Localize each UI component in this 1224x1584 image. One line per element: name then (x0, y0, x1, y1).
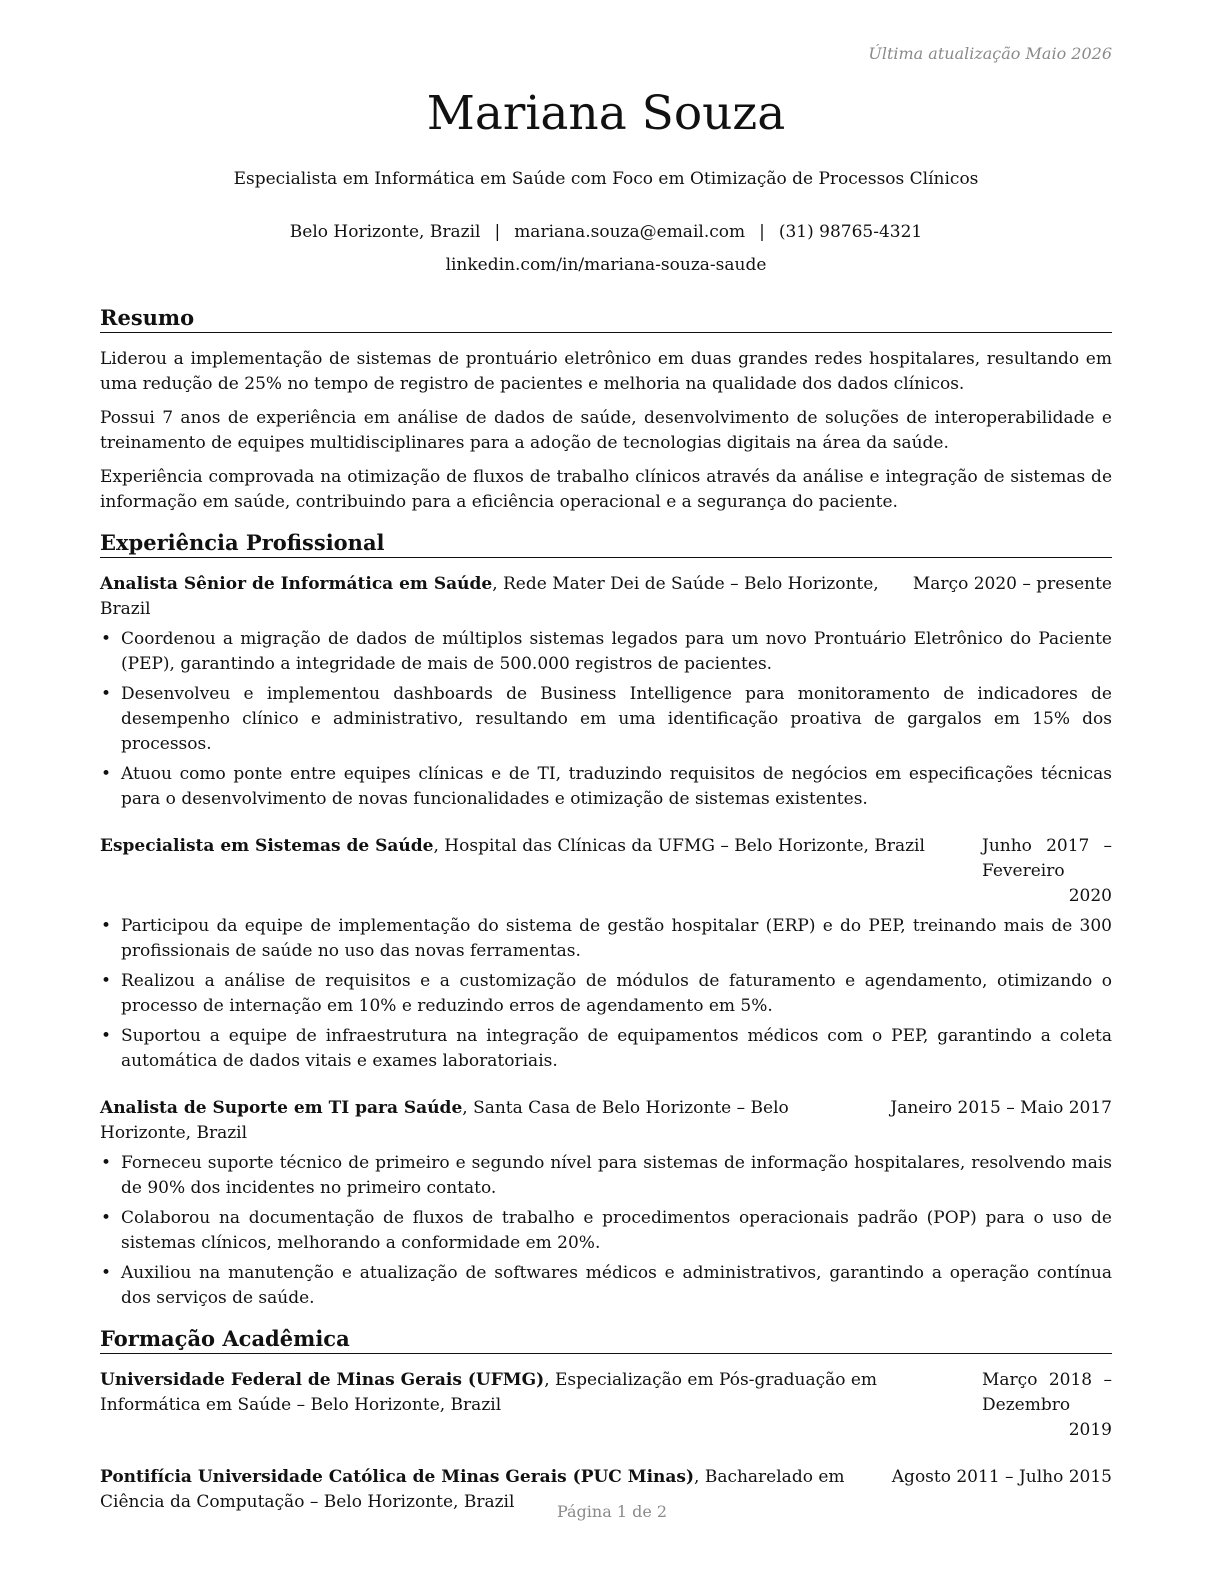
bullet-icon: • (101, 684, 112, 704)
job-role: Especialista em Sistemas de Saúde (100, 836, 434, 856)
education-dates: Março 2018 – Dezembro 2019 (982, 1370, 1112, 1440)
job-bullet (100, 1151, 1112, 1201)
job-dates: Março 2020 – presente (912, 574, 1112, 594)
job-bullet-text: Participou da equipe de implementação do sistema de gestão hospitalar (ERP) e do PEP, treinando mais de 300 profissionais de saúde no uso das novas ferramentas. (121, 916, 1112, 961)
experience-section (100, 529, 1112, 1311)
job-bullets (100, 914, 1112, 1074)
job-bullet (100, 1261, 1112, 1311)
bullet-icon: • (101, 916, 112, 936)
bullet-icon: • (101, 1153, 112, 1173)
job-role: Analista de Suporte em TI para Saúde (100, 1098, 463, 1118)
contact-separator: | (494, 222, 501, 242)
education-school: Pontifícia Universidade Católica de Minas Gerais (PUC Minas) (100, 1467, 695, 1487)
job-entry (100, 1096, 1112, 1311)
bullet-icon: • (101, 764, 112, 784)
last-updated: Última atualização Maio 2026 (868, 44, 1112, 63)
job-dates: Janeiro 2015 – Maio 2017 (890, 1098, 1112, 1118)
job-bullet-text: Atuou como ponte entre equipes clínicas e de TI, traduzindo requisitos de negócios em especificações técnicas para o desenvolvimento de novas funcionalidades e otimização de sistemas existentes. (121, 764, 1112, 809)
job-organization: , Santa Casa de Belo Horizonte – Belo Horizonte, Brazil (100, 1098, 789, 1143)
job-bullet (100, 1206, 1112, 1256)
education-title: Formação Acadêmica (100, 1325, 1112, 1354)
job-bullet (100, 914, 1112, 964)
summary-title: Resumo (100, 304, 1112, 333)
job-header (100, 1096, 1112, 1146)
job-entry (100, 572, 1112, 812)
contact-email[interactable]: mariana.souza@email.com (514, 222, 746, 242)
summary-paragraph: Experiência comprovada na otimização de fluxos de trabalho clínicos através da análise e integração de sistemas de informação em saúde, contribuindo para a eficiência operacional e a segurança do paciente. (100, 467, 1112, 512)
bullet-icon: • (101, 971, 112, 991)
summary-section (100, 304, 1112, 515)
bullet-icon: • (101, 1263, 112, 1283)
resume-content (100, 304, 1112, 1515)
job-entry (100, 834, 1112, 1074)
job-dates: Junho 2017 – Fevereiro 2020 (982, 836, 1112, 906)
job-bullet-text: Coordenou a migração de dados de múltiplos sistemas legados para um novo Prontuário Eletrônico do Paciente (PEP), garantindo a integridade de mais de 500.000 registros de pacientes. (121, 629, 1112, 674)
job-bullet (100, 969, 1112, 1019)
contact-location: Belo Horizonte, Brazil (289, 222, 481, 242)
job-header (100, 834, 1112, 909)
summary-paragraph: Liderou a implementação de sistemas de prontuário eletrônico em duas grandes redes hospitalares, resultando em uma redução de 25% no tempo de registro de pacientes e melhoria na qualidade dos dados clínicos. (100, 349, 1112, 394)
job-bullet-text: Suportou a equipe de infraestrutura na integração de equipamentos médicos com o PEP, garantindo a coleta automática de dados vitais e exames laboratoriais. (121, 1026, 1112, 1071)
education-section (100, 1325, 1112, 1515)
job-bullets (100, 627, 1112, 812)
summary-paragraph: Possui 7 anos de experiência em análise de dados de saúde, desenvolvimento de soluções de interoperabilidade e treinamento de equipes multidisciplinares para a adoção de tecnologias digitais na área da saúde. (100, 408, 1112, 453)
bullet-icon: • (101, 1208, 112, 1228)
job-bullet-text: Desenvolveu e implementou dashboards de Business Intelligence para monitoramento de indicadores de desempenho clínico e administrativo, resultando em uma identificação proativa de gargalos em 15% dos processos. (121, 684, 1112, 754)
job-bullet-text: Colaborou na documentação de fluxos de trabalho e procedimentos operacionais padrão (POP) para o uso de sistemas clínicos, melhorando a conformidade em 20%. (121, 1208, 1112, 1253)
job-header (100, 572, 1112, 622)
contact-phone: (31) 98765-4321 (778, 222, 923, 242)
candidate-name: Mariana Souza (426, 86, 786, 141)
headline: Especialista em Informática em Saúde com Foco em Otimização de Processos Clínicos (233, 169, 979, 189)
education-school: Universidade Federal de Minas Gerais (UFMG) (100, 1370, 545, 1390)
education-dates: Agosto 2011 – Julho 2015 (891, 1467, 1112, 1487)
contact-line (100, 220, 1112, 244)
job-role: Analista Sênior de Informática em Saúde (100, 574, 493, 594)
job-bullet (100, 762, 1112, 812)
job-organization: , Rede Mater Dei de Saúde – Belo Horizonte, Brazil (100, 574, 879, 619)
job-bullet (100, 682, 1112, 757)
experience-title: Experiência Profissional (100, 529, 1112, 558)
job-bullets (100, 1151, 1112, 1311)
education-detail: , Bacharelado em Ciência da Computação – Belo Horizonte, Brazil (100, 1467, 845, 1512)
job-bullet-text: Forneceu suporte técnico de primeiro e segundo nível para sistemas de informação hospitalares, resolvendo mais de 90% dos incidentes no primeiro contato. (121, 1153, 1112, 1198)
education-detail: , Especialização em Pós-graduação em Informática em Saúde – Belo Horizonte, Brazil (100, 1370, 878, 1415)
job-bullet-text: Auxiliou na manutenção e atualização de softwares médicos e administrativos, garantindo a operação contínua dos serviços de saúde. (121, 1263, 1112, 1308)
contact-separator: | (759, 222, 765, 242)
job-bullet (100, 627, 1112, 677)
bullet-icon: • (101, 1026, 112, 1046)
bullet-icon: • (101, 629, 112, 649)
education-entry (100, 1368, 1112, 1443)
job-bullet-text: Realizou a análise de requisitos e a customização de módulos de faturamento e agendamento, otimizando o processo de internação em 10% e reduzindo erros de agendamento em 5%. (121, 971, 1112, 1016)
job-organization: , Hospital das Clínicas da UFMG – Belo Horizonte, Brazil (433, 836, 925, 856)
contact-linkedin[interactable]: linkedin.com/in/mariana-souza-saude (445, 255, 767, 275)
job-bullet (100, 1024, 1112, 1074)
page-number: Página 1 de 2 (556, 1502, 668, 1521)
